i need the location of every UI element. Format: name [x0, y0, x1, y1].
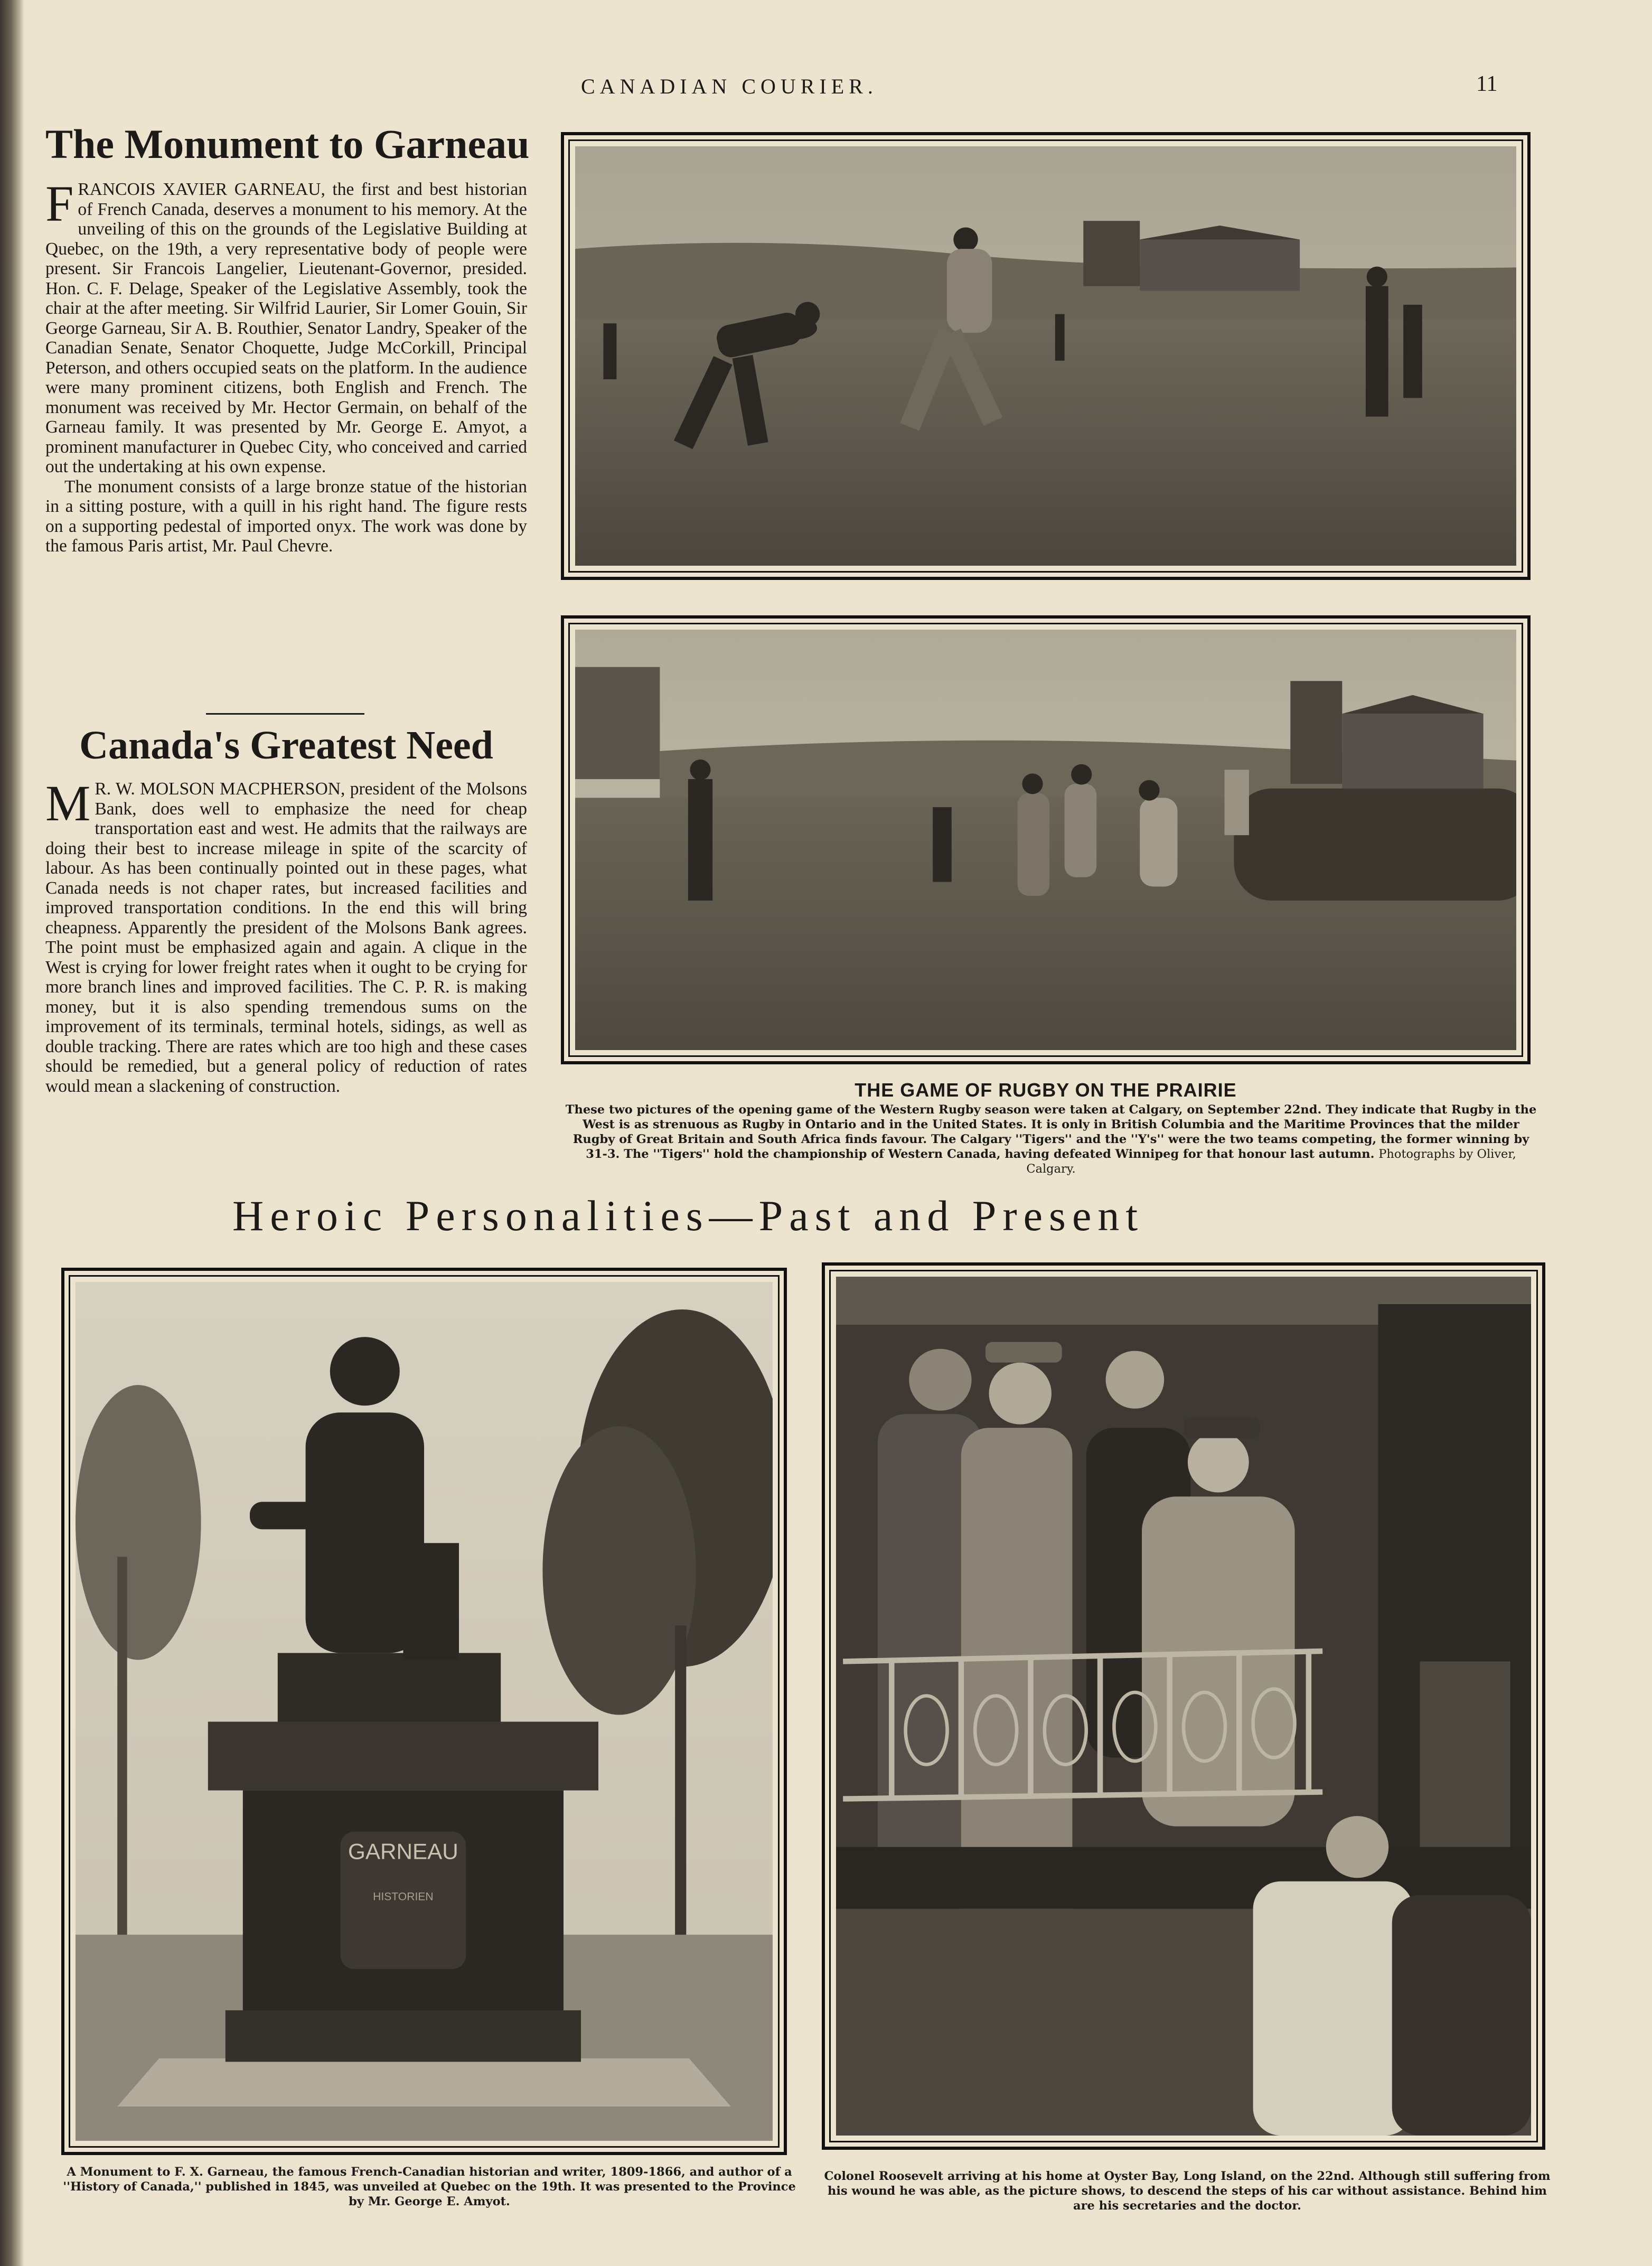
garneau-monument-photo	[76, 1282, 773, 2141]
rugby-caption-text: These two pictures of the opening game of the Western Rugby season were taken at Calgary, on September 22nd. They indicate that Rugby in the West is as strenuous as Rugby in Ontario and in the United States. It is only in British Columbia and the Maritime Provinces that the milder Rugby of Great Britain and South Africa finds favour. The Calgary ''Tigers'' and the ''Y's'' were the two teams competing, the former winning by 31-3. The ''Tigers'' hold the championship of Western Canada, having defeated Winnipeg for that honour last autumn.	[565, 1103, 1537, 1161]
rugby-caption	[565, 1102, 1537, 1176]
garneau-photo-frame	[61, 1268, 787, 2155]
section-headline: Heroic Personalities—Past and Present	[232, 1192, 1144, 1240]
article-need	[45, 723, 527, 1096]
roosevelt-photo-frame	[822, 1262, 1545, 2150]
drop-cap: F	[45, 175, 74, 232]
drop-cap: M	[45, 775, 91, 831]
article-title: The Monument to Garneau	[45, 121, 530, 167]
plaque-subtitle: HISTORIEN	[373, 1890, 434, 1903]
page-binding-shadow	[0, 0, 24, 2266]
article-text: R. W. MOLSON MACPHERSON, president of the Molsons Bank, does well to emphasize the need for cheap transportation east and west. He admits that the railways are doing their best to increase mileage in spite of the scarcity of labour. As has been continually pointed out in these pages, what Canada needs is not chaper rates, but increased facilities and improved transportation conditions. In the end this will bring cheapness. Apparently the president of the Molsons Bank agrees. The point must be emphasized again and again. A clique in the West is crying for lower freight rates when it ought to be crying for more branch lines and improved facilities. The C. P. R. is making money, but it is also spending tremendous sums on the improvement of its terminals, terminal hotels, sidings, as well as double tracking. There are rates which are too high and these cases should be remedied, but a general policy of reduction of rates would mean a slackening of construction.	[45, 779, 527, 1096]
garneau-caption: A Monument to F. X. Garneau, the famous French-Canadian historian and writer, 1809-1866, and author of a ''History of Canada,'' published in 1845, was unveiled at Quebec on the 19th. It was presented to the Province by Mr. George E. Amyot.	[63, 2165, 796, 2208]
section-divider	[206, 713, 364, 715]
rugby-caption-title: THE GAME OF RUGBY ON THE PRAIRIE	[855, 1079, 1237, 1101]
page-number: 11	[1476, 72, 1498, 96]
roosevelt-caption: Colonel Roosevelt arriving at his home at Oyster Bay, Long Island, on the 22nd. Although still suffering from his wound he was able, as the picture shows, to descend the steps of his car without assistance. Behind him are his secretaries and the doctor.	[824, 2169, 1551, 2213]
article-paragraph	[45, 175, 527, 477]
roosevelt-photo	[836, 1277, 1531, 2136]
article-garneau	[45, 120, 530, 556]
article-title: Canada's Greatest Need	[79, 723, 493, 767]
rugby-photo-bottom	[575, 630, 1516, 1050]
plaque-name: GARNEAU	[348, 1839, 458, 1864]
rugby-photo-bottom-frame	[561, 615, 1531, 1064]
article-text: RANCOIS XAVIER GARNEAU, the first and best historian of French Canada, deserves a monument to his memory. At the unveiling of this on the grounds of the Legislative Building at Quebec, on the 19th, a very representative body of people were present. Sir Francois Langelier, Lieutenant-Governor, presided. Hon. C. F. Delage, Speaker of the Legislative Assembly, took the chair at the after meeting. Sir Wilfrid Laurier, Sir Lomer Gouin, Sir George Garneau, Sir A. B. Routhier, Senator Landry, Speaker of the Canadian Senate, Senator Choquette, Judge McCorkill, Principal Peterson, and others occupied seats on the platform. In the audience were many prominent citizens, both English and French. The monument was received by Mr. Hector Germain, on behalf of the Garneau family. It was presented by Mr. George E. Amyot, a prominent manufacturer in Quebec City, who conceived and carried out the undertaking at his own expense.	[45, 180, 527, 476]
article-paragraph: The monument consists of a large bronze statue of the historian in a sitting posture, with a quill in his right hand. The figure rests on a supporting pedestal of imported onyx. The work was done by the famous Paris artist, Mr. Paul Chevre.	[45, 476, 527, 556]
rugby-photo-top	[575, 146, 1516, 566]
rugby-photo-top-frame	[561, 132, 1531, 580]
running-head: CANADIAN COURIER.	[581, 74, 878, 98]
photo-credit: Photographs by Oliver, Calgary.	[1026, 1147, 1516, 1176]
article-paragraph	[45, 775, 527, 1096]
